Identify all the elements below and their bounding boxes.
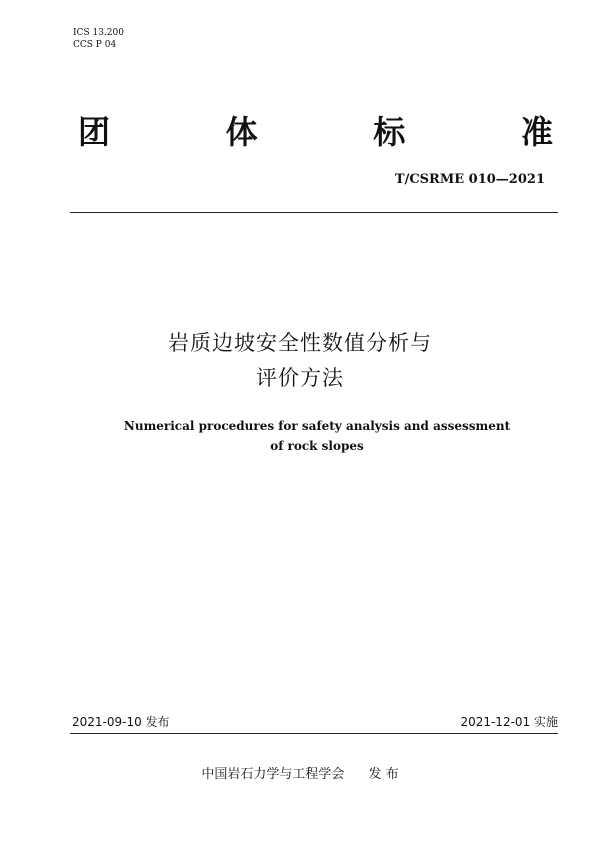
- chinese-title: [0, 326, 600, 396]
- ccs-code: CCS P 04: [73, 40, 117, 50]
- standard-type-char-1: 团: [78, 113, 111, 151]
- english-title-line-2: of rock slopes: [270, 439, 364, 453]
- standard-type-char-3: 标: [373, 113, 406, 151]
- english-title: [0, 416, 600, 456]
- publish-date: 2021-09-10 发布: [72, 715, 170, 729]
- standard-type-char-4: 准: [520, 113, 553, 151]
- publisher-action: 发 布: [368, 767, 399, 782]
- classification-codes: [73, 27, 124, 51]
- english-title-line-1: Numerical procedures for safety analysis and assessment: [123, 419, 511, 433]
- publisher-name: 中国岩石力学与工程学会: [201, 767, 345, 782]
- ics-code: ICS 13.200: [73, 28, 124, 38]
- chinese-title-line-2: 评价方法: [256, 366, 344, 390]
- standard-type-char-2: 体: [225, 113, 258, 151]
- publisher-line: [0, 763, 600, 782]
- standard-number: T/CSRME 010—2021: [394, 172, 545, 187]
- standard-type-heading: [78, 114, 553, 150]
- chinese-title-line-1: 岩质边坡安全性数值分析与: [168, 331, 432, 355]
- implementation-date: 2021-12-01 实施: [460, 715, 558, 729]
- top-divider: [70, 212, 558, 213]
- bottom-divider: [70, 733, 558, 734]
